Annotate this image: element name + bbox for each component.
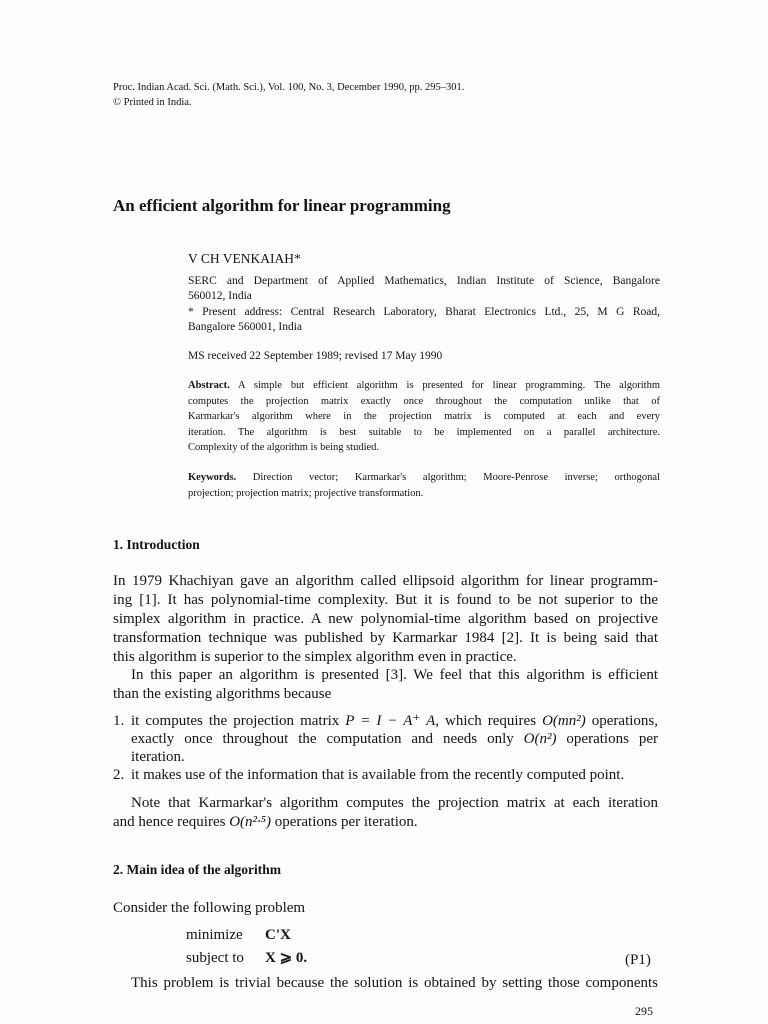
text-run: and hence requires <box>113 814 230 830</box>
keywords-label: Keywords. <box>188 472 237 483</box>
present-address-line-2: Bangalore 560001, India <box>188 321 303 333</box>
intro-p2-line-1: In this paper an algorithm is presented [3]. We feel that this algorithm is efficient <box>131 667 658 683</box>
abstract-line-5: Complexity of the algorithm is being studied. <box>188 442 380 453</box>
affiliation-line-1: SERC and Department of Applied Mathematics, Indian Institute of Science, Bangalore <box>188 275 660 287</box>
text-run: operations per iteration. <box>271 814 418 830</box>
abstract-line-1 <box>188 378 660 393</box>
complexity-expression: O(mn²) <box>542 713 586 729</box>
objective-expression: C'X <box>265 927 291 943</box>
text-run: operations per <box>556 731 658 747</box>
list-item-1-line-1 <box>131 712 658 730</box>
list-item-2-text: it makes use of the information that is available from the recently computed point. <box>131 767 625 783</box>
complexity-expression: O(n²) <box>523 731 557 747</box>
complexity-expression: O(n²·⁵) <box>229 814 271 830</box>
keywords-line-2: projection; projection matrix; projective transformation. <box>188 488 424 499</box>
intro-p2-line-2: than the existing algorithms because <box>113 686 332 702</box>
list-item <box>113 766 658 784</box>
list-item-1-line-3: iteration. <box>131 749 185 765</box>
printed-line: © Printed in India. <box>113 97 192 108</box>
intro-p3-line-2 <box>113 813 418 831</box>
present-address-line-1: * Present address: Central Research Laboratory, Bharat Electronics Ltd., 25, M G Road, <box>188 306 660 318</box>
intro-p1-line-3: simplex algorithm in practice. A new polynomial-time algorithm based on projective <box>113 611 658 627</box>
text-run: exactly once throughout the computation and needs only <box>131 731 524 747</box>
section-2-last-line: This problem is trivial because the solution is obtained by setting those components <box>131 975 658 991</box>
keywords-line-1 <box>188 470 660 485</box>
list-item-number: 2. <box>113 767 125 783</box>
subject-to-label: subject to <box>186 950 244 966</box>
intro-p1-line-4: transformation technique was published by Karmarkar 1984 [2]. It is being said that <box>113 630 658 646</box>
paper-title: An efficient algorithm for linear programming <box>113 196 451 215</box>
intro-p1-line-1: In 1979 Khachiyan gave an algorithm called ellipsoid algorithm for linear programm- <box>113 573 658 589</box>
author-name: V CH VENKAIAH* <box>188 251 301 266</box>
list-item-number: 1. <box>113 713 125 729</box>
list-item-1-line-2 <box>131 730 658 748</box>
abstract-line-3: Karmarkar's algorithm where in the projection matrix is computed at each and every <box>188 411 660 422</box>
affiliation-line-2: 560012, India <box>188 290 252 302</box>
equation-label: (P1) <box>625 952 651 968</box>
received-dates: MS received 22 September 1989; revised 17 May 1990 <box>188 350 443 362</box>
intro-p3-line-1: Note that Karmarkar's algorithm computes the projection matrix at each iteration <box>131 795 658 811</box>
page-number: 295 <box>635 1004 653 1018</box>
minimize-label: minimize <box>186 927 243 943</box>
text-run: it computes the projection matrix <box>131 713 346 729</box>
section-2-heading: 2. Main idea of the algorithm <box>113 862 281 877</box>
abstract-label: Abstract. <box>188 380 230 391</box>
list-item <box>113 712 658 766</box>
intro-p1-line-5: this algorithm is superior to the simplex algorithm even in practice. <box>113 649 517 665</box>
section-1-heading: 1. Introduction <box>113 537 200 552</box>
abstract-line-2: computes the projection matrix exactly once throughout the computation unlike that of <box>188 396 660 407</box>
text-run: operations, <box>585 713 658 729</box>
citation-line: Proc. Indian Acad. Sci. (Math. Sci.), Vol. 100, No. 3, December 1990, pp. 295–301. <box>113 82 465 93</box>
keywords-text-1: Direction vector; Karmarkar's algorithm; Moore-Penrose inverse; orthogonal <box>252 472 661 483</box>
abstract-line-4: iteration. The algorithm is best suitable to be implemented on a parallel architecture. <box>188 427 660 438</box>
abstract-text-1: A simple but efficient algorithm is presented for linear programming. The algorithm <box>238 380 661 391</box>
constraint-expression: X ⩾ 0. <box>265 950 308 966</box>
intro-p1-line-2: ing [1]. It has polynomial-time complexity. But it is found to be not superior to the <box>113 592 658 608</box>
section-2-intro: Consider the following problem <box>113 900 306 916</box>
projection-formula: P = I − A⁺ A <box>345 713 436 729</box>
text-run: , which requires <box>435 713 543 729</box>
